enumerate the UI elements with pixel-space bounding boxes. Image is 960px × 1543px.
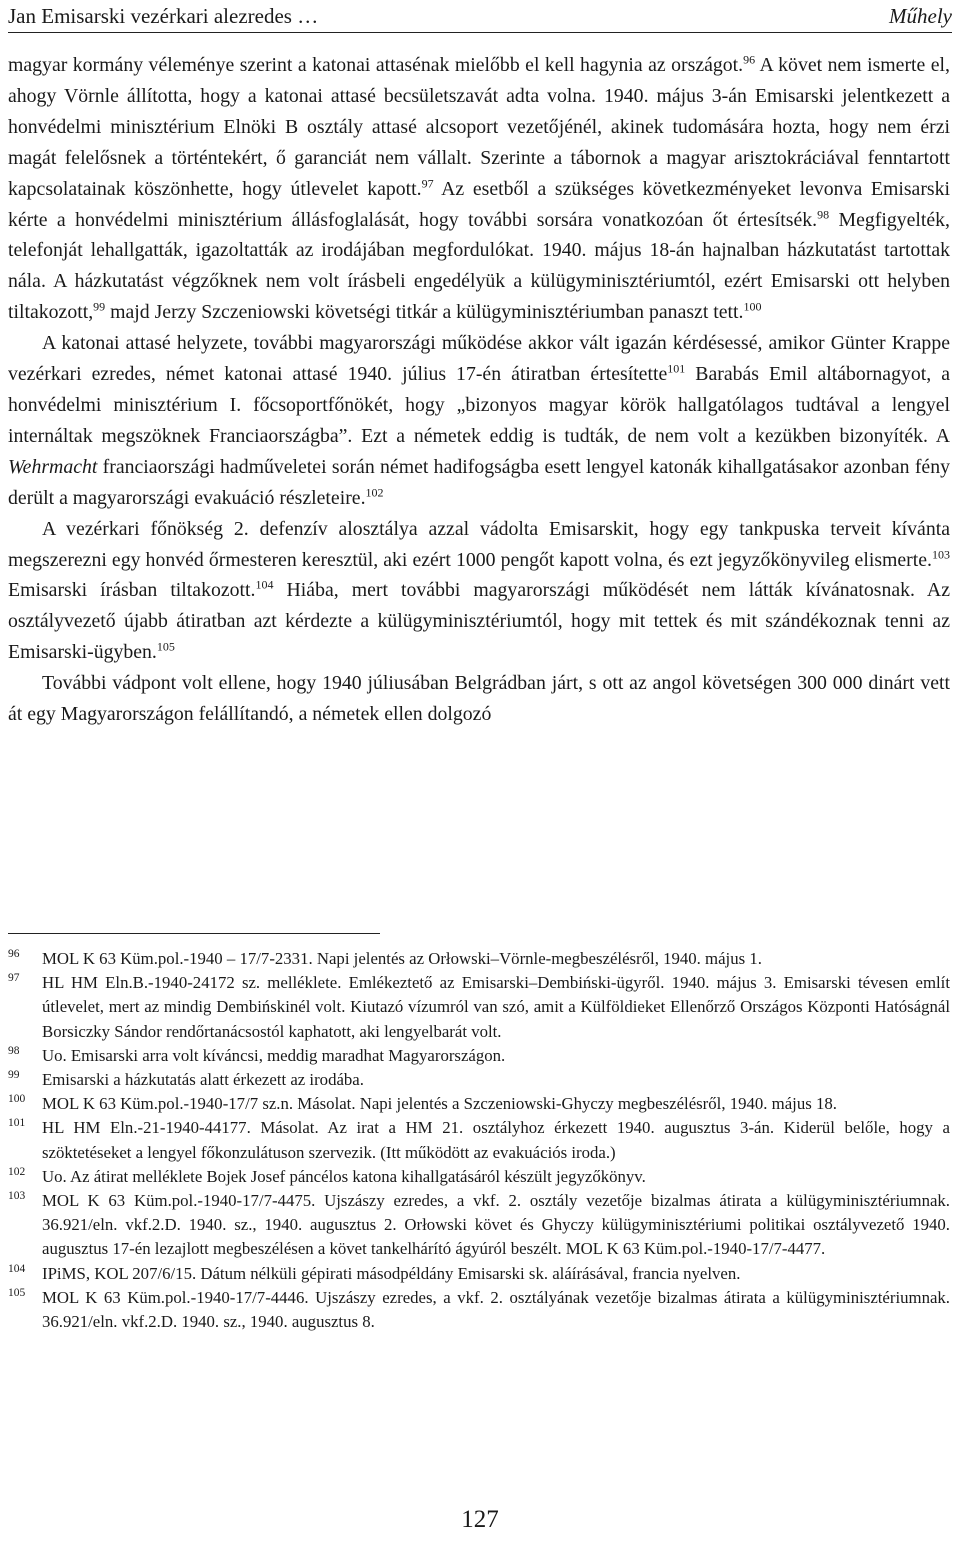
footnote-text: HL HM Eln.-21-1940-44177. Másolat. Az irat a HM 21. osztályhoz érkezett 1940. augusztus 3-án. Kiderül belőle, hogy a szöktetéseket a lengyel főkonzulátuson szervezik. (Itt működött az evakuációs iroda.) <box>42 1118 950 1162</box>
text-run: Megfigyelték, telefonját lehallgatták, igazoltatták az irodájában megfordulókat. 1940. május 18-án hajnalban házkutatást tartottak nála. A házkutatást végzőknek nem volt írásbeli engedélyük a külügyminisztériumtól, ezért Emisarski ott helyben tiltakozott, <box>8 208 950 324</box>
header-section-name: Műhely <box>889 4 952 28</box>
text-run: Az esetből a szükséges következményeket levonva Emisarski kérte a honvédelmi minisztérium állásfoglalását, hogy további sorsára vonatkozóan őt értesítsék. <box>8 177 950 231</box>
page-number: 127 <box>461 1506 499 1533</box>
footnote-ref-102[interactable]: 102 <box>365 485 384 500</box>
paragraph-4: További vádpont volt ellene, hogy 1940 júliusában Belgrádban járt, s ott az angol követségen 300 000 dinárt vett át egy Magyarországon felállítandó, a németek ellen dolgozó <box>8 672 950 726</box>
header-article-title: Jan Emisarski vezérkari alezredes … <box>8 4 319 28</box>
footnote-104 <box>8 1262 950 1286</box>
footnote-102 <box>8 1165 950 1189</box>
paragraph-2 <box>8 328 950 513</box>
footnote-text: MOL K 63 Küm.pol.-1940 – 17/7-2331. Napi jelentés az Orłowski–Vörnle-megbeszélésről, 1940. május 1. <box>42 949 762 968</box>
footnote-101 <box>8 1116 950 1164</box>
footnote-103 <box>8 1189 950 1262</box>
footnote-text: IPiMS, KOL 207/6/15. Dátum nélküli gépirati másodpéldány Emisarski sk. aláírásával, francia nyelven. <box>42 1263 741 1283</box>
footnote-99 <box>8 1068 950 1092</box>
running-header <box>8 2 952 33</box>
footnote-text: MOL K 63 Küm.pol.-1940-17/7 sz.n. Másolat. Napi jelentés a Szczeniowski-Ghyczy megbeszélésről, 1940. május 18. <box>42 1094 837 1114</box>
footnote-ref-98[interactable]: 98 <box>817 206 830 221</box>
footnote-ref-99[interactable]: 99 <box>93 299 106 314</box>
footnote-ref-101[interactable]: 101 <box>667 361 686 376</box>
footnote-ref-97[interactable]: 97 <box>421 176 434 191</box>
footnote-number: 96 <box>8 948 20 960</box>
footnote-number: 99 <box>8 1069 20 1082</box>
footnote-text: Uo. Az átirat melléklete Bojek Josef páncélos katona kihallgatásáról készült jegyzőkönyv. <box>42 1166 646 1186</box>
footnote-text: MOL K 63 Küm.pol.-1940-17/7-4446. Ujszászy ezredes, a vkf. 2. osztályának vezetője bizalmas átirata a külügyminisztériumnak. 36.921/eln. vkf.2.D. 1940. sz., 1940. augusztus 8. <box>42 1287 950 1332</box>
footnote-96 <box>8 947 950 971</box>
footnote-105 <box>8 1286 950 1334</box>
paragraph-1 <box>8 50 950 328</box>
text-run: A vezérkari főnökség 2. defenzív alosztálya azzal vádolta Emisarskit, hogy egy tankpuska terveit kívánta megszerezni egy honvéd őrmesteren keresztül, aki ezért 1000 pengőt kapott volna, és ezt jegyzőkönyvileg elismerte. <box>8 517 950 571</box>
footnote-ref-104[interactable]: 104 <box>255 577 274 592</box>
text-run: magyar kormány véleménye szerint a katonai attasénak mielőbb el kell hagynia az országot. <box>8 54 744 76</box>
main-text <box>8 50 950 730</box>
text-run: Emisarski írásban tiltakozott. <box>8 579 256 602</box>
footnote-ref-96[interactable]: 96 <box>743 52 756 67</box>
footnote-number: 100 <box>8 1093 26 1106</box>
paragraph-3 <box>8 514 950 669</box>
footnote-98 <box>8 1044 950 1068</box>
text-run: A követ nem ismerte el, ahogy Vörnle állította, hogy a katonai attasé becsületszavát adta volna. 1940. május 3-án Emisarski jelentkezett a honvédelmi minisztérium Elnöki B osztály attasé alcsoport vezetőjénél, akinek tudomására hozta, hogy nem érzi magát felelősnek a történtekért, ő garanciát nem vállalt. Szerinte a tábornok a magyar arisztokráciával fenntartott kapcsolatainak köszönhette, hogy útlevelet kapott. <box>8 54 951 200</box>
footnotes <box>8 947 950 1334</box>
footnote-number: 105 <box>8 1286 26 1299</box>
footnote-ref-105[interactable]: 105 <box>156 639 175 654</box>
footnote-100 <box>8 1092 950 1116</box>
text-run: franciaországi hadműveletei során német hadifogságba esett lengyel katonák kihallgatásakor azonban fény derült a magyarországi evakuáció részleteire. <box>8 455 950 509</box>
footnote-separator <box>8 933 380 934</box>
footnote-number: 98 <box>8 1044 20 1057</box>
italic-term: Wehrmacht <box>8 455 98 478</box>
text-run: Hiába, mert további magyarországi működését nem látták kívánatosnak. Az osztályvezető újabb átiratban azt kérdezte a külügyminisztériumtól, hogy mit tettek és mit szándékoznak tenni az Emisarski-ügyben. <box>8 579 950 664</box>
footnote-number: 103 <box>8 1190 26 1203</box>
footnote-97 <box>8 971 950 1044</box>
text-run: majd Jerzy Szczeniowski követségi titkár a külügyminisztériumban panaszt tett. <box>105 301 744 324</box>
footnote-ref-100[interactable]: 100 <box>743 299 762 314</box>
footnote-number: 104 <box>8 1262 26 1275</box>
text-run: A katonai attasé helyzete, további magyarországi működése akkor vált igazán kérdésessé, amikor Günter Krappe vezérkari ezredes, német katonai attasé 1940. július 17-én átiratban értesítette <box>8 332 950 386</box>
footnote-number: 97 <box>8 972 20 985</box>
footnote-text: MOL K 63 Küm.pol.-1940-17/7-4475. Ujszászy ezredes, a vkf. 2. osztály vezetője bizalmas átirata a külügyminisztériumnak. 36.921/eln. vkf.2.D. 1940. sz., 1940. augusztus 2. Orłowski követ és Ghyczy külügyminisztériumi politikai osztályvezető 1940. augusztus 17-én lezajlott megbeszélésen a követ tankelhárító ágyúról beszélt. MOL K 63 Küm.pol.-1940-17/7-4477. <box>42 1191 950 1259</box>
footnote-ref-103[interactable]: 103 <box>932 546 950 561</box>
footnote-text: Emisarski a házkutatás alatt érkezett az irodába. <box>42 1070 364 1090</box>
footnote-number: 102 <box>8 1165 26 1178</box>
footnote-text: HL HM Eln.B.-1940-24172 sz. melléklete. Emlékeztető az Emisarski–Dembiński-ügyről. 1940. május 3. Emisarski tévesen említ útlevelet, mert az mindig Dembińskinél volt. Kiutazó vízumról van szó, amit a Külföldieket Ellenőrző Országos Központi Hatóságnál Borsiczky Sándor rendőrtanácsostól kaphatott, aki lengyelbarát volt. <box>42 973 950 1041</box>
text-run: Barabás Emil altábornagyot, a honvédelmi minisztérium I. főcsoportfőnökét, hogy „bizonyos magyar körök hallgatólagos tudtával a lengyel internáltak megszöknek Franciaországba”. Ezt a németek eddig is tudták, de nem volt a kezükben bizonyíték. A <box>8 363 950 447</box>
footnote-text: Uo. Emisarski arra volt kíváncsi, meddig maradhat Magyarországon. <box>42 1045 506 1065</box>
footnote-number: 101 <box>8 1117 26 1130</box>
